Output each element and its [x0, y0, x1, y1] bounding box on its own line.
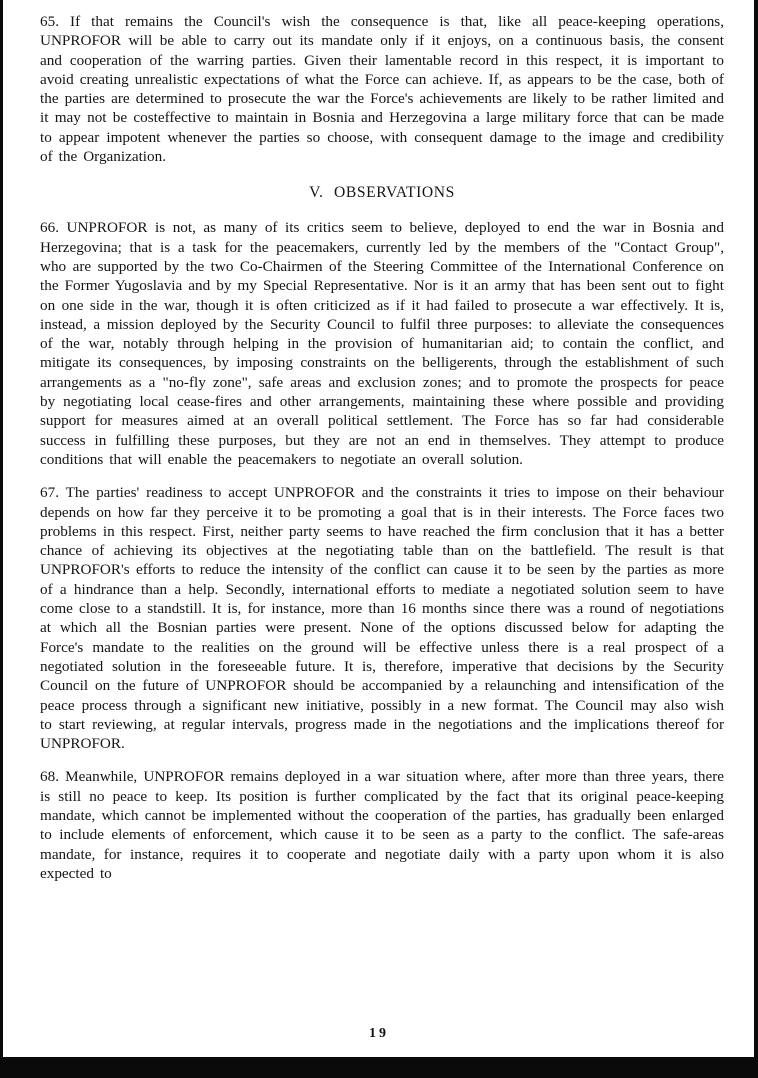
paragraph-68: 68. Meanwhile, UNPROFOR remains deployed in a war situation where, after more than three years, there is still no peace to keep. Its position is further complicated by the fact that its original peace-keeping mandate, which cannot be implemented without the cooperation of the parties, has gradually been enlarged to include elements of enforcement, which cause it to be seen as a party to the conflict. The safe-areas mandate, for instance, requires it to cooperate and negotiate daily with a party upon whom it is also expected to: [40, 768, 724, 882]
scan-edge-left: [0, 0, 3, 1078]
section-heading-observations: V. OBSERVATIONS: [309, 184, 455, 202]
paragraph-66: 66. UNPROFOR is not, as many of its critics seem to believe, deployed to end the war in Bosnia and Herzegovina; that is a task for the peacemakers, currently led by the members of the "Contact Group", who are supported by the two Co-Chairmen of the Steering Committee of the International Conference on the Former Yugoslavia and by my Special Representative. Nor is it an army that has been sent out to fight on one side in the war, though it is often criticized as if it had failed to prosecute a war effectively. It is, instead, a mission deployed by the Security Council to fulfil three purposes: to alleviate the consequences of the war, notably through helping in the provision of humanitarian aid; to contain the conflict, and mitigate its consequences, by imposing constraints on the belligerents, through the establishment of such arrangements as a "no-fly zone", safe areas and exclusion zones; and to promote the prospects for peace by negotiating local cease-fires and other arrangements, maintaining these where possible and providing support for measures aimed at an overall political settlement. The Force has so far had considerable success in fulfilling these purposes, but they are not an end in themselves. They attempt to produce conditions that will enable the peacemakers to negotiate an overall solution.: [40, 219, 724, 468]
scan-edge-right: [754, 0, 758, 1078]
document-page: [40, 12, 724, 897]
paragraph-67: 67. The parties' readiness to accept UNPROFOR and the constraints it tries to impose on their behaviour depends on how far they perceive it to be promoting a goal that is in their interests. The Force faces two problems in this respect. First, neither party seems to have reached the firm conclusion that it has a better chance of achieving its objectives at the negotiating table than on the battlefield. The result is that UNPROFOR's efforts to reduce the intensity of the conflict can cause it to be seen by the parties as more of a hindrance than a help. Secondly, international efforts to mediate a negotiated solution seem to have come close to a standstill. It is, for instance, more than 16 months since there was a round of negotiations at which all the Bosnian parties were present. None of the options discussed below for adapting the Force's mandate to the realities on the ground will be effective unless there is a real prospect of a negotiated solution in the foreseeable future. It is, therefore, imperative that decisions by the Security Council on the future of UNPROFOR should be accompanied by a relaunching and intensification of the peace process through a significant new initiative, possibly in a new format. The Council may also wish to start reviewing, at regular intervals, progress made in the negotiations and the implications thereof for UNPROFOR.: [40, 484, 724, 753]
page-number: 19: [369, 1026, 389, 1041]
paragraph-65: 65. If that remains the Council's wish the consequence is that, like all peace-keeping operations, UNPROFOR will be able to carry out its mandate only if it enjoys, on a continuous basis, the consent and cooperation of the warring parties. Given their lamentable record in this respect, it is important to avoid creating unrealistic expectations of what the Force can achieve. If, as appears to be the case, both of the parties are determined to prosecute the war the Force's achievements are likely to be rather limited and it may not be costeffective to maintain in Bosnia and Herzegovina a large military force that can be made to appear impotent whenever the parties so choose, with consequent damage to the image and credibility of the Organization.: [40, 13, 724, 166]
scan-edge-bottom: [0, 1057, 758, 1078]
